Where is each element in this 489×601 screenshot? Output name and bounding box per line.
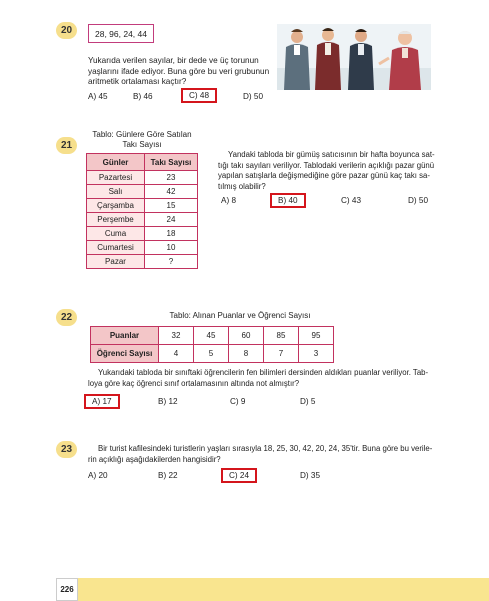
q22-option-d[interactable]: D) 5 — [300, 397, 316, 406]
table-row: Çarşamba 15 — [87, 199, 198, 213]
q21-option-c[interactable]: C) 43 — [341, 196, 362, 205]
q21-option-d[interactable]: D) 50 — [408, 196, 429, 205]
table-row: Salı 42 — [87, 185, 198, 199]
q22-option-c[interactable]: C) 9 — [230, 397, 246, 406]
q22-option-a-marked[interactable]: A) 17 — [84, 394, 120, 409]
sales-table — [86, 153, 198, 269]
q20-option-a[interactable]: A) 45 — [88, 92, 108, 101]
table-row: Öğrenci Sayısı 4 5 8 7 3 — [91, 345, 334, 363]
q21-text: Yandaki tabloda bir gümüş satıcısının bir hafta boyunca sat- tığı takı sayıları veriliyor. Tablodaki verilerin açıklığı pazar günü yapılan satışlarla değişmediğine göre pazar günü kaç takı sa- tılmış olabilir? — [218, 150, 435, 191]
q20-option-c-marked[interactable]: C) 48 — [181, 88, 217, 103]
table-row: Cuma 18 — [87, 227, 198, 241]
q22-table-caption: Tablo: Alınan Puanlar ve Öğrenci Sayısı — [169, 311, 311, 320]
q21-option-b-marked[interactable]: B) 40 — [270, 193, 306, 208]
question-number-21: 21 — [56, 137, 77, 154]
question-number-20: 20 — [56, 22, 77, 39]
header-days: Günler — [87, 154, 145, 171]
q22-option-b[interactable]: B) 12 — [158, 397, 178, 406]
q20-text: Yukarıda verilen sayılar, bir dede ve üç torunun yaşlarını ifade ediyor. Buna göre bu veri grubunun aritmetik ortalaması kaçtır? — [88, 56, 270, 86]
q21-table-caption: Tablo: Günlere Göre Satılan Takı Sayısı — [92, 130, 192, 149]
q23-option-b[interactable]: B) 22 — [158, 471, 178, 480]
q22-text: Yukarıdaki tabloda bir sınıftaki öğrencilerin fen bilimleri dersinden aldıkları puanlar veriliyor. Tab- loya göre kaç öğrenci sınıf ortalamasının altında not almıştır? — [88, 368, 429, 388]
q23-option-d[interactable]: D) 35 — [300, 471, 321, 480]
q23-option-a[interactable]: A) 20 — [88, 471, 108, 480]
scores-table — [90, 326, 334, 363]
given-numbers-box: 28, 96, 24, 44 — [88, 24, 154, 43]
q20-option-b[interactable]: B) 46 — [133, 92, 153, 101]
page-number: 226 — [56, 578, 78, 601]
q20-option-d[interactable]: D) 50 — [243, 92, 264, 101]
table-row: Puanlar 32 45 60 85 95 — [91, 327, 334, 345]
q23-text: Bir turist kafilesindeki turistlerin yaşları sırasıyla 18, 25, 30, 42, 20, 24, 35'tir. Buna göre bu verile- rin açıklığı aşağıdakilerden hangisidir? — [88, 444, 433, 464]
table-row: Pazartesi 23 — [87, 171, 198, 185]
table-row: Pazar ? — [87, 255, 198, 269]
q23-option-c-marked[interactable]: C) 24 — [221, 468, 257, 483]
question-number-23: 23 — [56, 441, 77, 458]
footer-bar — [56, 578, 489, 601]
header-count: Takı Sayısı — [145, 154, 198, 171]
q21-option-a[interactable]: A) 8 — [221, 196, 237, 205]
question-number-22: 22 — [56, 309, 77, 326]
table-row: Cumartesi 10 — [87, 241, 198, 255]
table-row: Perşembe 24 — [87, 213, 198, 227]
family-illustration — [277, 24, 431, 90]
